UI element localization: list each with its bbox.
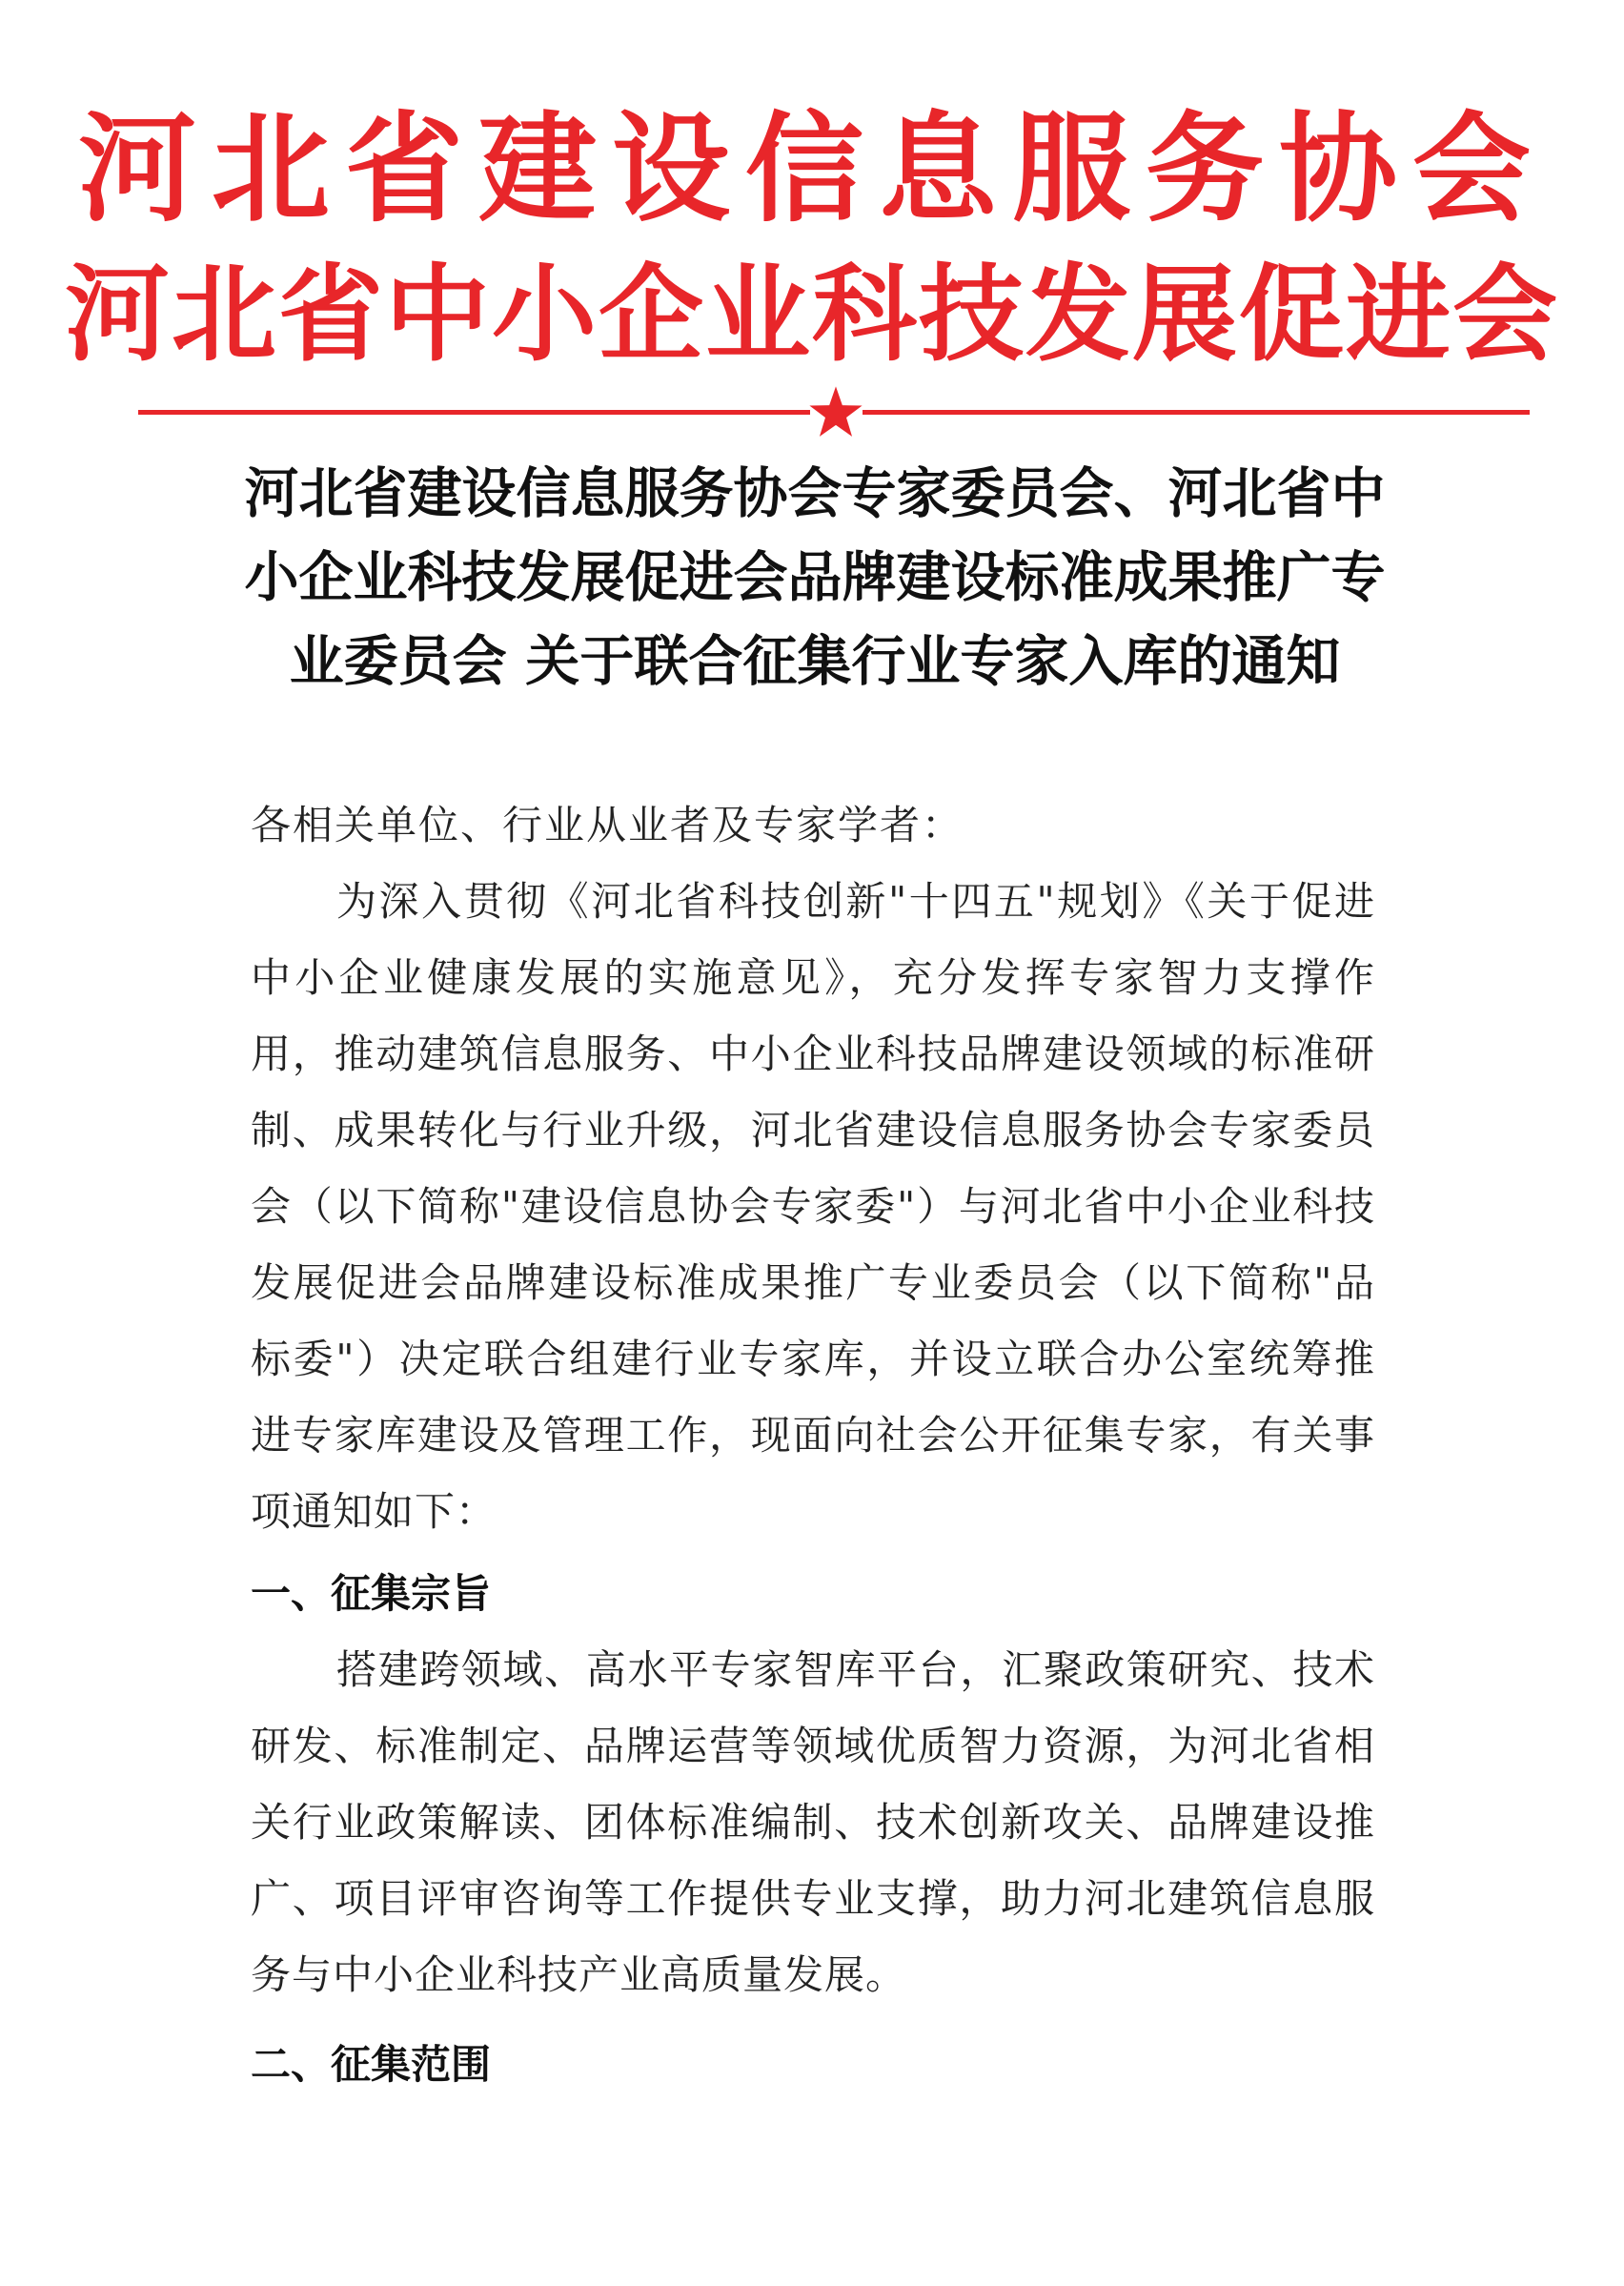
divider-line-left [138,410,810,415]
section-heading-scope: 二、征集范围 [251,2041,492,2088]
intro-paragraph: 为深入贯彻《河北省科技创新"十四五"规划》《关于促进中小企业健康发展的实施意见》，充分发挥专家智力支撑作用，推动建筑信息服务、中小企业科技品牌建设领域的标准研制、成果转化与行业升级，河北省建设信息服务协会专家委员会（以下简称"建设信息协会专家委"）与河北省中小企业科技发展促进会品牌建设标准成果推广专业委员会（以下简称"品标委"）决定联合组建行业专家库，并设立联合办公室统筹推进专家库建设及管理工作，现面向社会公开征集专家，有关事项通知如下： [251,878,1375,1535]
salutation: 各相关单位、行业从业者及专家学者： [251,802,964,848]
star-icon [808,385,863,439]
section-heading-purpose: 一、征集宗旨 [251,1570,492,1617]
section-paragraph-purpose: 搭建跨领域、高水平专家智库平台，汇聚政策研究、技术研发、标准制定、品牌运营等领域优质智力资源，为河北省相关行业政策解读、团体标准编制、技术创新攻关、品牌建设推广、项目评审咨询等工作提供专业支撑，助力河北建筑信息服务与中小企业科技产业高质量发展。 [251,1646,1375,1998]
document-title: 河北省建设信息服务协会专家委员会、河北省中小企业科技发展促进会品牌建设标准成果推广专业委员会 关于联合征集行业专家入库的通知 [244,461,1386,693]
org-name-line-1: 河北省建设信息服务协会 [77,101,1546,238]
org-name-line-2: 河北省中小企业科技发展促进会 [65,254,1559,376]
document-body [251,787,1375,2103]
divider-line-right [863,410,1530,415]
